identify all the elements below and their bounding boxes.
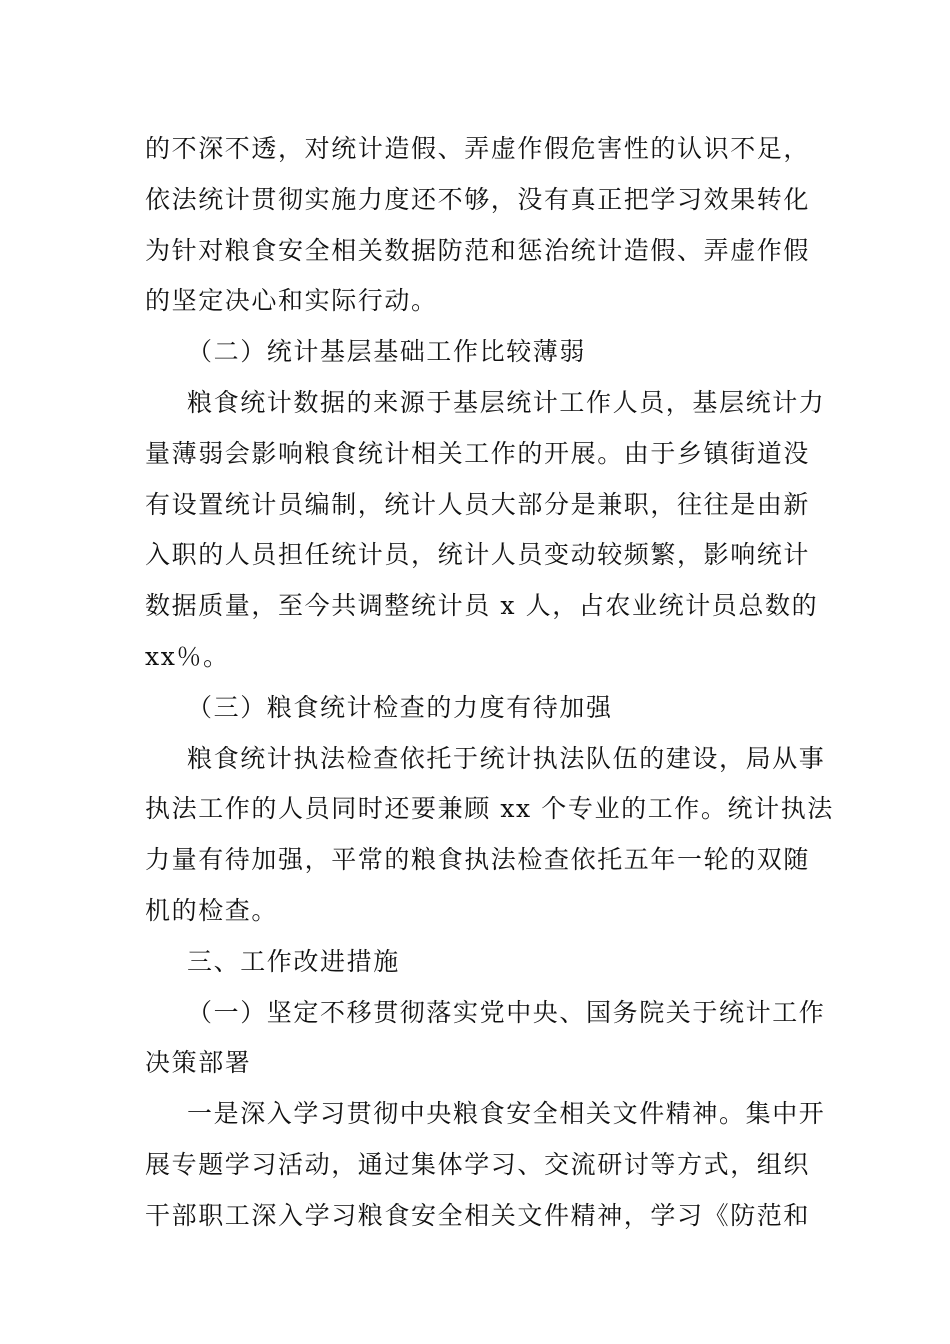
- text-line: 数据质量，至今共调整统计员 x 人，占农业统计员总数的: [145, 591, 819, 621]
- text-line: 干部职工深入学习粮食安全相关文件精神，学习《防范和: [145, 1200, 811, 1230]
- text-line: 依法统计贯彻实施力度还不够，没有真正把学习效果转化: [145, 184, 811, 214]
- paragraph-start: 粮食统计执法检查依托于统计执法队伍的建设，局从事: [187, 743, 826, 773]
- text-line: 有设置统计员编制，统计人员大部分是兼职，往往是由新: [145, 489, 811, 519]
- chapter-heading: 三、工作改进措施: [187, 946, 400, 976]
- section-heading: （三）粮食统计检查的力度有待加强: [187, 692, 613, 722]
- text-line: 的不深不透，对统计造假、弄虚作假危害性的认识不足，: [145, 134, 811, 163]
- text-line: 展专题学习活动，通过集体学习、交流研讨等方式，组织: [145, 1149, 811, 1179]
- paragraph-start: 粮食统计数据的来源于基层统计工作人员，基层统计力: [187, 387, 826, 417]
- section-heading: （一）坚定不移贯彻落实党中央、国务院关于统计工作: [187, 997, 826, 1027]
- paragraph-start: 一是深入学习贯彻中央粮食安全相关文件精神。集中开: [187, 1099, 826, 1129]
- text-line: 量薄弱会影响粮食统计相关工作的开展。由于乡镇街道没: [145, 438, 811, 468]
- section-heading: （二）统计基层基础工作比较薄弱: [187, 337, 587, 367]
- text-line: 执法工作的人员同时还要兼顾 xx 个专业的工作。统计执法: [145, 794, 834, 824]
- text-line: 力量有待加强，平常的粮食执法检查依托五年一轮的双随: [145, 845, 811, 875]
- text-line: xx％。: [145, 641, 230, 671]
- text-line: 为针对粮食安全相关数据防范和惩治统计造假、弄虚作假: [145, 235, 811, 265]
- document-body: [145, 124, 834, 1242]
- text-line: 入职的人员担任统计员，统计人员变动较频繁，影响统计: [145, 540, 811, 570]
- text-line: 的坚定决心和实际行动。: [145, 286, 438, 316]
- section-heading-continuation: 决策部署: [145, 1048, 252, 1078]
- text-line: 机的检查。: [145, 895, 279, 925]
